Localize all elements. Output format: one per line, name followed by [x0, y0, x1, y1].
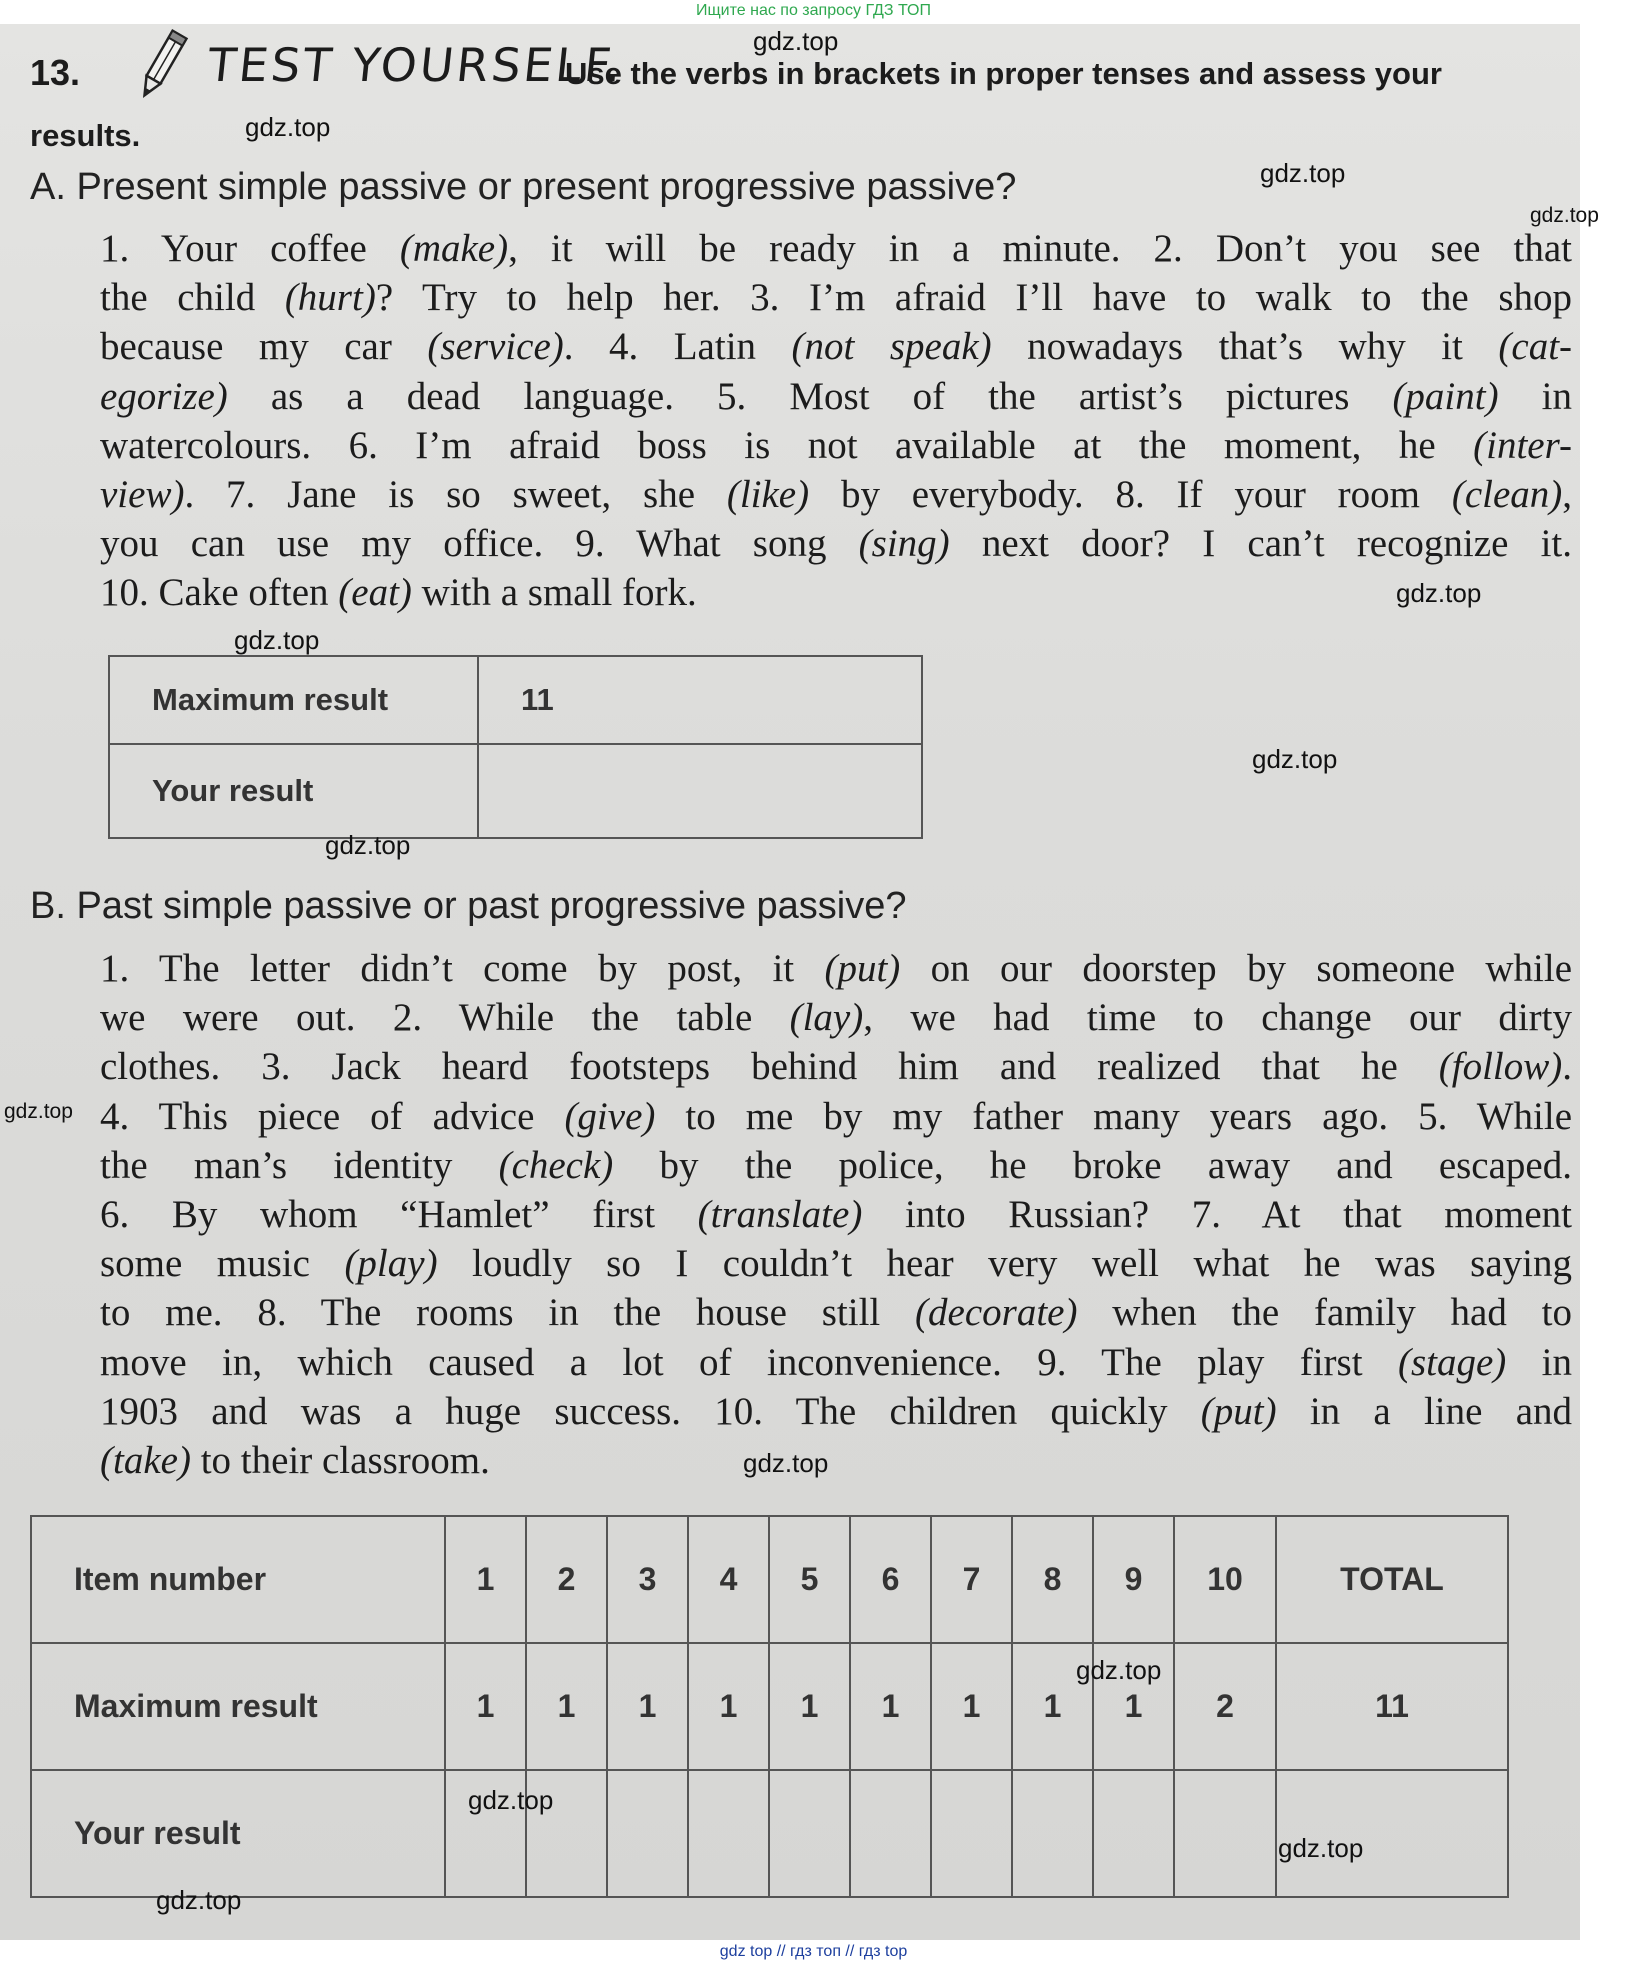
verb-prompt: (cat-: [1498, 325, 1573, 369]
item-number-cell: 2: [526, 1516, 607, 1643]
text-line: [100, 1436, 1572, 1485]
your-result-cell[interactable]: [478, 744, 922, 838]
text-run: by the police, he broke away and escaped.: [613, 1143, 1572, 1187]
watermark: gdz.top: [245, 112, 331, 142]
item-number-cell: 10: [1174, 1516, 1276, 1643]
text-run: , it will be ready in a minute. 2. Don’t you see that: [508, 227, 1572, 270]
text-run: 4. This piece of advice: [100, 1094, 565, 1138]
max-result-cell-total: 11: [1276, 1643, 1508, 1770]
watermark: gdz.top: [753, 26, 839, 56]
text-run: we were out. 2. While the table: [100, 996, 790, 1040]
text-line: [100, 1239, 1572, 1288]
top-banner[interactable]: Ищите нас по запросу ГДЗ ТОП: [0, 0, 1627, 24]
text-line: [100, 1042, 1572, 1091]
text-run: nowadays that’s why it: [991, 325, 1499, 369]
text-line: [100, 993, 1572, 1042]
text-run: the man’s identity: [100, 1143, 499, 1187]
section-a-result-table: [108, 655, 923, 839]
text-run: when the family had to: [1077, 1291, 1572, 1335]
text-line: [100, 1338, 1572, 1387]
text-run: in: [1498, 374, 1572, 418]
watermark: gdz.top: [1252, 744, 1338, 774]
watermark: gdz.top: [325, 830, 411, 860]
text-run: some music: [100, 1242, 345, 1286]
watermark: gdz.top: [156, 1885, 242, 1915]
text-line: [100, 1387, 1572, 1436]
page-margin: [1580, 24, 1627, 1940]
text-line: [100, 372, 1572, 421]
verb-prompt: (play): [344, 1242, 438, 1286]
watermark: gdz.top: [468, 1785, 554, 1815]
text-run: clothes. 3. Jack heard footsteps behind him and realized that he: [100, 1045, 1439, 1089]
item-number-cell: 3: [607, 1516, 688, 1643]
verb-prompt: (eat): [338, 571, 412, 615]
verb-prompt: egorize): [100, 374, 228, 418]
text-run: .: [1562, 1045, 1572, 1089]
text-run: because my car: [100, 325, 428, 369]
verb-prompt: (stage): [1397, 1340, 1507, 1384]
verb-prompt: (decorate): [915, 1291, 1078, 1335]
max-result-cell: 1: [688, 1643, 769, 1770]
text-run: , we had time to change our dirty: [863, 996, 1572, 1040]
section-b-heading: B. Past simple passive or past progressive passive?: [30, 885, 907, 927]
your-result-cell[interactable]: [1012, 1770, 1093, 1897]
verb-prompt: (service): [427, 325, 564, 369]
watermark: gdz.top: [1278, 1833, 1364, 1863]
text-run: with a small fork.: [411, 571, 697, 615]
text-run: the child: [100, 276, 285, 320]
max-result-cell: 1: [931, 1643, 1012, 1770]
table-row: [31, 1516, 1508, 1643]
verb-prompt: (put): [824, 947, 901, 990]
test-yourself-title: TEST YOURSELF.: [205, 38, 627, 92]
verb-prompt: (paint): [1392, 374, 1499, 418]
verb-prompt: (check): [498, 1143, 614, 1187]
text-line: [100, 568, 1572, 617]
text-run: to me. 8. The rooms in the house still: [100, 1291, 916, 1335]
watermark: gdz.top: [234, 625, 320, 655]
text-run: watercolours. 6. I’m afraid boss is not available at the moment, he: [100, 423, 1474, 467]
max-result-cell: 1: [1012, 1643, 1093, 1770]
your-result-cell[interactable]: [688, 1770, 769, 1897]
text-run: 10. Cake often: [100, 571, 339, 615]
text-line: [100, 322, 1572, 371]
section-a-text: [100, 224, 1572, 618]
text-line: [100, 1190, 1572, 1239]
max-result-cell: 1: [1093, 1643, 1174, 1770]
verb-prompt: (like): [726, 473, 810, 517]
max-result-cell: 1: [607, 1643, 688, 1770]
max-result-value: 11: [478, 656, 922, 744]
text-run: by everybody. 8. If your room: [809, 473, 1452, 517]
instruction: Use the verbs in brackets in proper tenses and assess your: [565, 56, 1442, 91]
item-number-cell: 4: [688, 1516, 769, 1643]
verb-prompt: (lay): [789, 996, 864, 1040]
text-run: on our doorstep by someone while: [900, 947, 1573, 990]
your-result-cell[interactable]: [1093, 1770, 1174, 1897]
text-run: in a line and: [1276, 1389, 1573, 1433]
table-row: [31, 1643, 1508, 1770]
text-run: . 4. Latin: [563, 325, 792, 369]
section-b-text: [100, 944, 1572, 1485]
item-number-label: Item number: [31, 1516, 445, 1643]
max-result-cell: 1: [445, 1643, 526, 1770]
verb-prompt: (sing): [858, 522, 950, 566]
text-run: 6. By whom “Hamlet” first: [100, 1193, 698, 1237]
your-result-cell[interactable]: [769, 1770, 850, 1897]
watermark: gdz.top: [1396, 578, 1482, 608]
max-result-cell: 1: [850, 1643, 931, 1770]
instruction-continued: results.: [30, 118, 141, 153]
text-run: loudly so I couldn’t hear very well what he was saying: [437, 1242, 1573, 1286]
text-run: you can use my office. 9. What song: [100, 522, 859, 566]
your-result-label: Your result: [109, 744, 478, 838]
verb-prompt: (take): [100, 1439, 191, 1483]
text-run: next door? I can’t recognize it.: [949, 522, 1572, 566]
text-line: [100, 421, 1572, 470]
max-result-cell: 2: [1174, 1643, 1276, 1770]
verb-prompt: (give): [564, 1094, 656, 1138]
exercise-number: 13.: [30, 52, 81, 93]
text-run: as a dead language. 5. Most of the artist’s pictures: [227, 374, 1393, 418]
text-run: ? Try to help her. 3. I’m afraid I’ll have to walk to the shop: [375, 276, 1572, 320]
verb-prompt: (follow): [1438, 1045, 1563, 1089]
verb-prompt: (put): [1200, 1389, 1277, 1433]
text-line: [100, 519, 1572, 568]
text-run: to me by my father many years ago. 5. While: [655, 1094, 1573, 1138]
watermark: gdz.top: [1260, 158, 1346, 188]
max-result-cell: 1: [769, 1643, 850, 1770]
verb-prompt: (inter-: [1473, 423, 1572, 467]
verb-prompt: (not speak): [791, 325, 992, 369]
your-result-cell[interactable]: [931, 1770, 1012, 1897]
item-number-cell: 9: [1093, 1516, 1174, 1643]
your-result-cell[interactable]: [850, 1770, 931, 1897]
text-line: [100, 1288, 1572, 1337]
item-number-cell: 6: [850, 1516, 931, 1643]
watermark: gdz.top: [743, 1448, 829, 1478]
text-run: in: [1506, 1340, 1572, 1384]
text-run: 1. The letter didn’t come by post, it: [100, 947, 825, 990]
verb-prompt: view): [100, 473, 185, 517]
max-result-cell: 1: [526, 1643, 607, 1770]
table-row: [109, 744, 922, 838]
watermark: gdz.top: [1076, 1655, 1162, 1685]
verb-prompt: (translate): [697, 1193, 863, 1237]
text-run: move in, which caused a lot of inconvenience. 9. The play first: [100, 1340, 1398, 1384]
text-run: . 7. Jane is so sweet, she: [184, 473, 727, 517]
your-result-cell[interactable]: [607, 1770, 688, 1897]
verb-prompt: (hurt): [284, 276, 376, 320]
text-line: [100, 944, 1572, 993]
text-run: 1903 and was a huge success. 10. The children quickly: [100, 1389, 1201, 1433]
item-number-cell: 1: [445, 1516, 526, 1643]
max-result-label: Maximum result: [109, 656, 478, 744]
text-run: ,: [1562, 473, 1573, 517]
text-run: into Russian? 7. At that moment: [862, 1193, 1573, 1237]
text-line: [100, 224, 1572, 273]
item-number-cell-total: TOTAL: [1276, 1516, 1508, 1643]
max-result-label: Maximum result: [31, 1643, 445, 1770]
watermark: gdz.top: [4, 1100, 73, 1123]
item-number-cell: 5: [769, 1516, 850, 1643]
your-result-cell[interactable]: [1174, 1770, 1276, 1897]
bottom-banner[interactable]: gdz top // гдз топ // гдз top: [0, 1940, 1627, 1965]
text-line: [100, 1141, 1572, 1190]
verb-prompt: (clean): [1451, 473, 1563, 517]
text-run: to their classroom.: [190, 1439, 490, 1483]
text-line: [100, 273, 1572, 322]
watermark: gdz.top: [1530, 204, 1599, 227]
item-number-cell: 8: [1012, 1516, 1093, 1643]
verb-prompt: (make): [399, 227, 509, 270]
pencil-icon: [132, 26, 192, 104]
text-line: [100, 470, 1572, 519]
your-result-label: Your result: [31, 1770, 445, 1897]
text-line: [100, 1092, 1572, 1141]
item-number-cell: 7: [931, 1516, 1012, 1643]
table-row: [109, 656, 922, 744]
section-a-heading: A. Present simple passive or present progressive passive?: [30, 166, 1017, 208]
text-run: 1. Your coffee: [100, 227, 400, 270]
